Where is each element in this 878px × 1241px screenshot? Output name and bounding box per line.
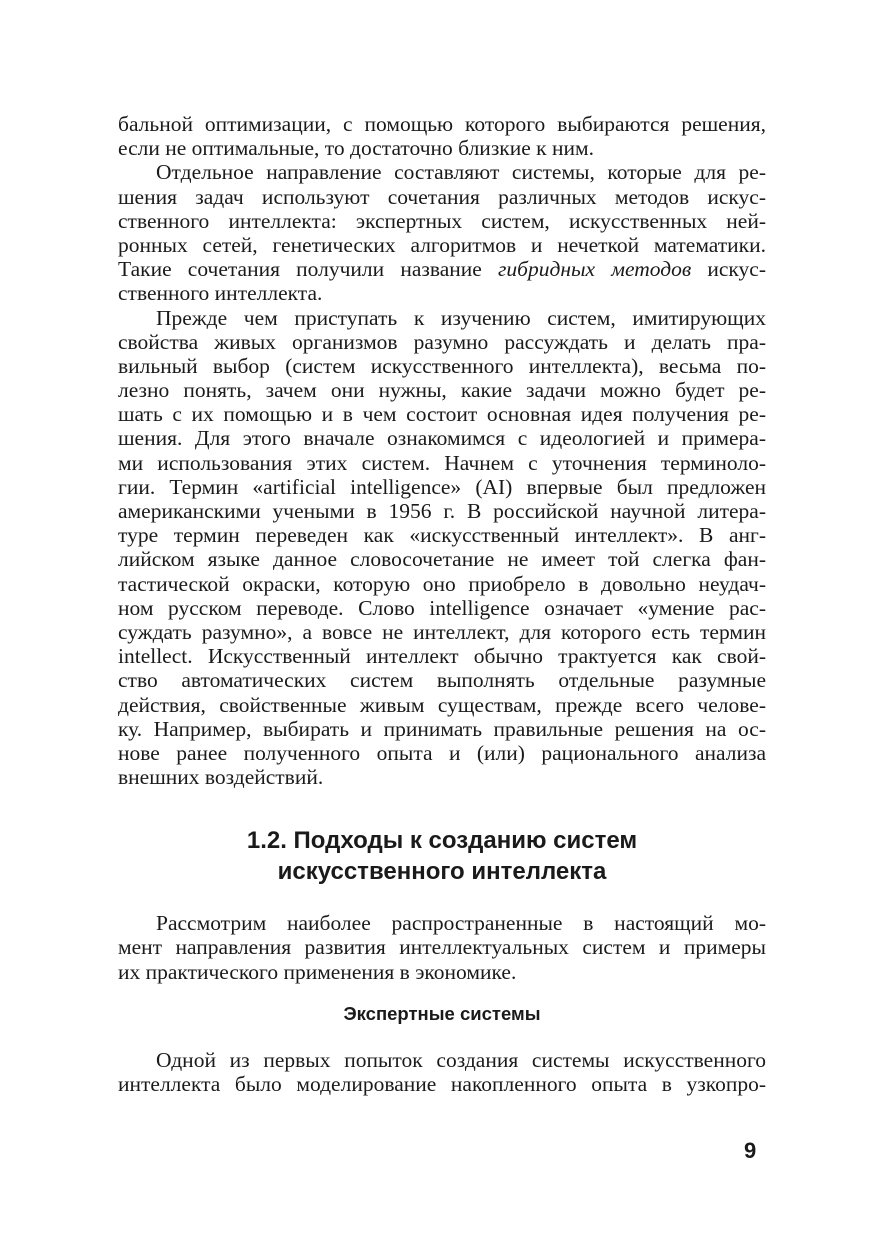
- paragraph-terminology: [118, 306, 766, 790]
- text-line: интеллекта было моделирование накопленного опыта в узкопро-: [118, 1072, 766, 1096]
- subsection-heading: Экспертные системы: [343, 1002, 541, 1024]
- page-number: 9: [744, 1138, 757, 1163]
- text-line-with-emphasis: [118, 257, 766, 281]
- text-line: нове ранее полученного опыта и (или) рационального анализа: [118, 740, 766, 765]
- text-line: Одной из первых попыток создания системы искусственного: [156, 1047, 766, 1072]
- text-line: Рассмотрим наиболее распространенные в настоящий мо-: [156, 911, 766, 936]
- text-line: шения задач используют сочетания различных методов искус-: [118, 184, 766, 209]
- text-run: Такие сочетания получили название: [118, 257, 498, 282]
- paragraph-continuation: [118, 112, 766, 160]
- section-heading: [118, 825, 766, 887]
- text-line: суждать разумно», а вовсе не интеллект, для которого есть термин: [118, 619, 766, 644]
- section-heading-line: 1.2. Подходы к созданию систем: [246, 827, 638, 855]
- text-line: шения. Для этого вначале ознакомимся с идеологией и примера-: [118, 426, 766, 451]
- paragraph-hybrid-methods: [118, 160, 766, 305]
- text-line: ство автоматических систем выполнять отдельные разумные: [118, 668, 766, 693]
- emphasis-term: гибридных методов: [498, 257, 692, 282]
- section-heading-line: искусственного интеллекта: [277, 858, 607, 886]
- text-line: гии. Термин «artificial intelligence» (AI) впервые был предложен: [118, 474, 766, 499]
- text-line: свойства живых организмов разумно рассуждать и делать пра-: [118, 329, 766, 354]
- text-line: тастической окраски, которую оно приобрело в довольно неудач-: [118, 571, 766, 596]
- text-line: лийском языке данное словосочетание не имеет той слегка фан-: [118, 547, 766, 572]
- text-line: их практического применения в экономике.: [118, 959, 517, 984]
- text-run: искус-: [691, 257, 767, 282]
- text-line: американскими учеными в 1956 г. В российской научной литера-: [118, 499, 766, 523]
- text-line: ном русском переводе. Слово intelligence означает «умение рас-: [118, 595, 766, 620]
- text-line: ственного интеллекта: экспертных систем, искусственных ней-: [118, 208, 766, 233]
- text-line: ку. Например, выбирать и принимать правильные решения на ос-: [118, 716, 766, 741]
- paragraph-expert-systems: [118, 1048, 766, 1096]
- text-line: бальной оптимизации, с помощью которого выбираются решения,: [118, 112, 766, 136]
- text-line: если не оптимальные, то достаточно близкие к ним.: [118, 136, 594, 161]
- text-line: ственного интеллекта.: [118, 281, 323, 306]
- text-line: ронных сетей, генетических алгоритмов и нечеткой математики.: [118, 232, 766, 257]
- text-line: действия, свойственные живым существам, прежде всего челове-: [118, 692, 766, 717]
- text-line: Прежде чем приступать к изучению систем, имитирующих: [156, 305, 766, 330]
- text-line: мент направления развития интеллектуальных систем и примеры: [118, 935, 766, 960]
- text-line: вильный выбор (систем искусственного интеллекта), весьма по-: [118, 353, 766, 378]
- paragraph-intro: [118, 911, 766, 984]
- text-line: Отдельное направление составляют системы, которые для ре-: [156, 160, 766, 185]
- page-body: [118, 112, 766, 1096]
- text-line: туре термин переведен как «искусственный интеллект». В анг-: [118, 523, 766, 548]
- text-line: лезно понять, зачем они нужны, какие задачи можно будет ре-: [118, 378, 766, 403]
- text-line: внешних воздействий.: [118, 765, 324, 790]
- text-line: шать с их помощью и в чем состоит основная идея получения ре-: [118, 402, 766, 427]
- text-line: intellect. Искусственный интеллект обычно трактуется как свой-: [118, 644, 766, 669]
- text-line: ми использования этих систем. Начнем с уточнения терминоло-: [118, 450, 766, 475]
